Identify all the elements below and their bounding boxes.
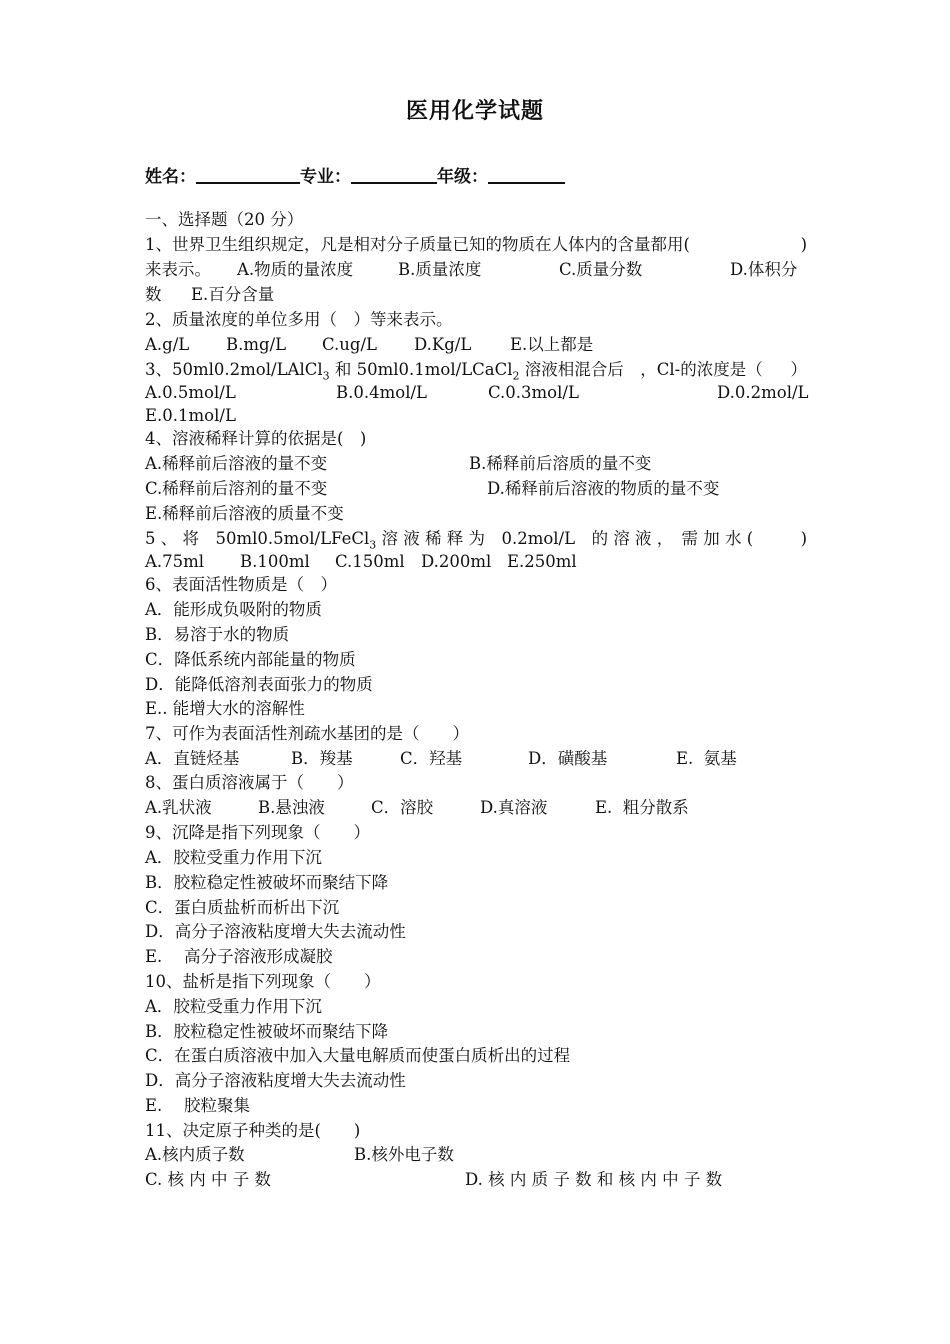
- question-8-stem: 8、蛋白质溶液属于（ ）: [145, 773, 354, 792]
- major-label: 专业：: [300, 167, 351, 187]
- question-2-options: [145, 333, 807, 357]
- question-3-options-cont: [145, 404, 807, 428]
- option-a: A.g/L: [145, 335, 190, 354]
- question-5-options: [145, 550, 807, 574]
- option-c: C.ug/L: [322, 335, 377, 354]
- page-title: 医用化学试题: [405, 99, 544, 124]
- student-info-row: [145, 162, 565, 187]
- grade-blank[interactable]: [488, 164, 565, 184]
- option-b: B.100ml: [240, 552, 310, 571]
- option-e: E. 粗分散系: [595, 798, 689, 817]
- question-7-stem: 7、可作为表面活性剂疏水基团的是（ ）: [145, 724, 469, 743]
- option-b: B.核外电子数: [354, 1145, 454, 1164]
- option-b: B.mg/L: [226, 335, 287, 354]
- question-1-stem: 1、世界卫生组织规定，凡是相对分子质量已知的物质在人体内的含量都用( ): [145, 235, 807, 254]
- grade-label: 年级：: [437, 167, 488, 187]
- option-d: D.真溶液: [480, 798, 548, 817]
- question-6-option-d: D．能降低溶剂表面张力的物质: [145, 675, 373, 694]
- option-d: D.稀释前后溶液的物质的量不变: [487, 479, 720, 498]
- question-1-options: 来表示。 A.物质的量浓度 B.质量浓度 C.质量分数 D.体积分: [145, 258, 807, 282]
- option-c: C.150ml: [335, 552, 405, 571]
- question-10-option-d: D．高分子溶液粘度增大失去流动性: [145, 1071, 406, 1090]
- question-6-option-a: A．能形成负吸附的物质: [145, 600, 322, 619]
- question-4-options-row3: [145, 502, 807, 526]
- option-c: C．羟基: [400, 749, 463, 768]
- question-9-option-c: C．蛋白质盐析而析出下沉: [145, 898, 340, 917]
- option-c: C．溶胶: [371, 798, 434, 817]
- option-a: A.物质的量浓度: [237, 260, 354, 279]
- section-heading: 一、选择题（20 分）: [145, 210, 304, 229]
- question-9-option-e: E. 高分子溶液形成凝胶: [145, 947, 333, 966]
- question-1-options-cont: 数 E.百分含量: [145, 283, 807, 307]
- question-4-options-row2: [145, 477, 807, 501]
- option-b: B．羧基: [291, 749, 353, 768]
- option-e: E.百分含量: [191, 285, 275, 304]
- question-10-option-e: E. 胶粒聚集: [145, 1096, 251, 1115]
- question-4-options-row1: [145, 452, 807, 476]
- question-9-option-d: D．高分子溶液粘度增大失去流动性: [145, 922, 406, 941]
- option-a: A.75ml: [145, 552, 205, 571]
- question-4-stem: 4、溶液稀释计算的依据是( ): [145, 429, 367, 448]
- option-a: A．直链烃基: [145, 749, 240, 768]
- option-d: D. 核 内 质 子 数 和 核 内 中 子 数: [465, 1170, 723, 1189]
- option-d: D.0.2mol/L: [717, 383, 809, 402]
- question-6-option-b: B．易溶于水的物质: [145, 625, 290, 644]
- name-blank[interactable]: [196, 164, 300, 184]
- option-d: D．磺酸基: [528, 749, 608, 768]
- option-e: E.250ml: [507, 552, 577, 571]
- option-e: E.以上都是: [510, 335, 594, 354]
- option-a: A.乳状液: [145, 798, 212, 817]
- option-b: B.悬浊液: [258, 798, 325, 817]
- option-d: D.200ml: [421, 552, 492, 571]
- question-11-stem: 11、决定原子种类的是( ): [145, 1121, 361, 1140]
- option-a: A.0.5mol/L: [145, 383, 236, 402]
- option-e: E. 氨基: [676, 749, 737, 768]
- question-3-options: [145, 381, 807, 405]
- question-10-stem: 10、盐析是指下列现象（ ）: [145, 972, 381, 991]
- option-c: C.稀释前后溶剂的量不变: [145, 479, 328, 498]
- question-8-options: [145, 796, 807, 820]
- option-b: B.0.4mol/L: [336, 383, 427, 402]
- option-c: C. 核 内 中 子 数: [145, 1170, 272, 1189]
- question-3-stem: 3、50ml0.2mol/LAlCl$_3$ 和 50ml0.1mol/LCaCl$_2$ 溶液相混合后 ，Cl-的浓度是（ ）: [145, 360, 807, 383]
- option-e: E.0.1mol/L: [145, 406, 236, 425]
- question-5-stem: 5 、 将 50ml0.5mol/LFeCl$_3$ 溶 液 稀 释 为 0.2mol/L 的 溶 液 ， 需 加 水 ( ): [145, 529, 807, 552]
- option-c: C.0.3mol/L: [488, 383, 579, 402]
- question-2-stem: 2、质量浓度的单位多用（ ）等来表示。: [145, 310, 453, 329]
- question-6-option-e: E.. 能增大水的溶解性: [145, 699, 305, 718]
- option-b: B.稀释前后溶质的量不变: [469, 454, 652, 473]
- major-blank[interactable]: [351, 164, 437, 184]
- option-a: A.核内质子数: [145, 1145, 245, 1164]
- question-11-options-row2: [145, 1168, 807, 1192]
- question-7-options: [145, 747, 807, 771]
- question-9-stem: 9、沉降是指下列现象（ ）: [145, 823, 370, 842]
- question-9-option-b: B．胶粒稳定性被破坏而聚结下降: [145, 873, 389, 892]
- question-9-option-a: A．胶粒受重力作用下沉: [145, 848, 322, 867]
- option-e: E.稀释前后溶液的质量不变: [145, 504, 344, 523]
- option-d: D.体积分: [730, 260, 798, 279]
- option-d: D.Kg/L: [414, 335, 472, 354]
- question-10-option-a: A．胶粒受重力作用下沉: [145, 997, 322, 1016]
- option-c: C.质量分数: [559, 260, 643, 279]
- question-10-option-c: C．在蛋白质溶液中加入大量电解质而使蛋白质析出的过程: [145, 1046, 571, 1065]
- name-label: 姓名：: [145, 167, 196, 187]
- question-6-stem: 6、表面活性物质是（ ）: [145, 575, 337, 594]
- question-10-option-b: B．胶粒稳定性被破坏而聚结下降: [145, 1022, 389, 1041]
- option-a: A.稀释前后溶液的量不变: [145, 454, 328, 473]
- question-11-options-row1: [145, 1143, 807, 1167]
- question-6-option-c: C．降低系统内部能量的物质: [145, 650, 356, 669]
- option-b: B.质量浓度: [398, 260, 482, 279]
